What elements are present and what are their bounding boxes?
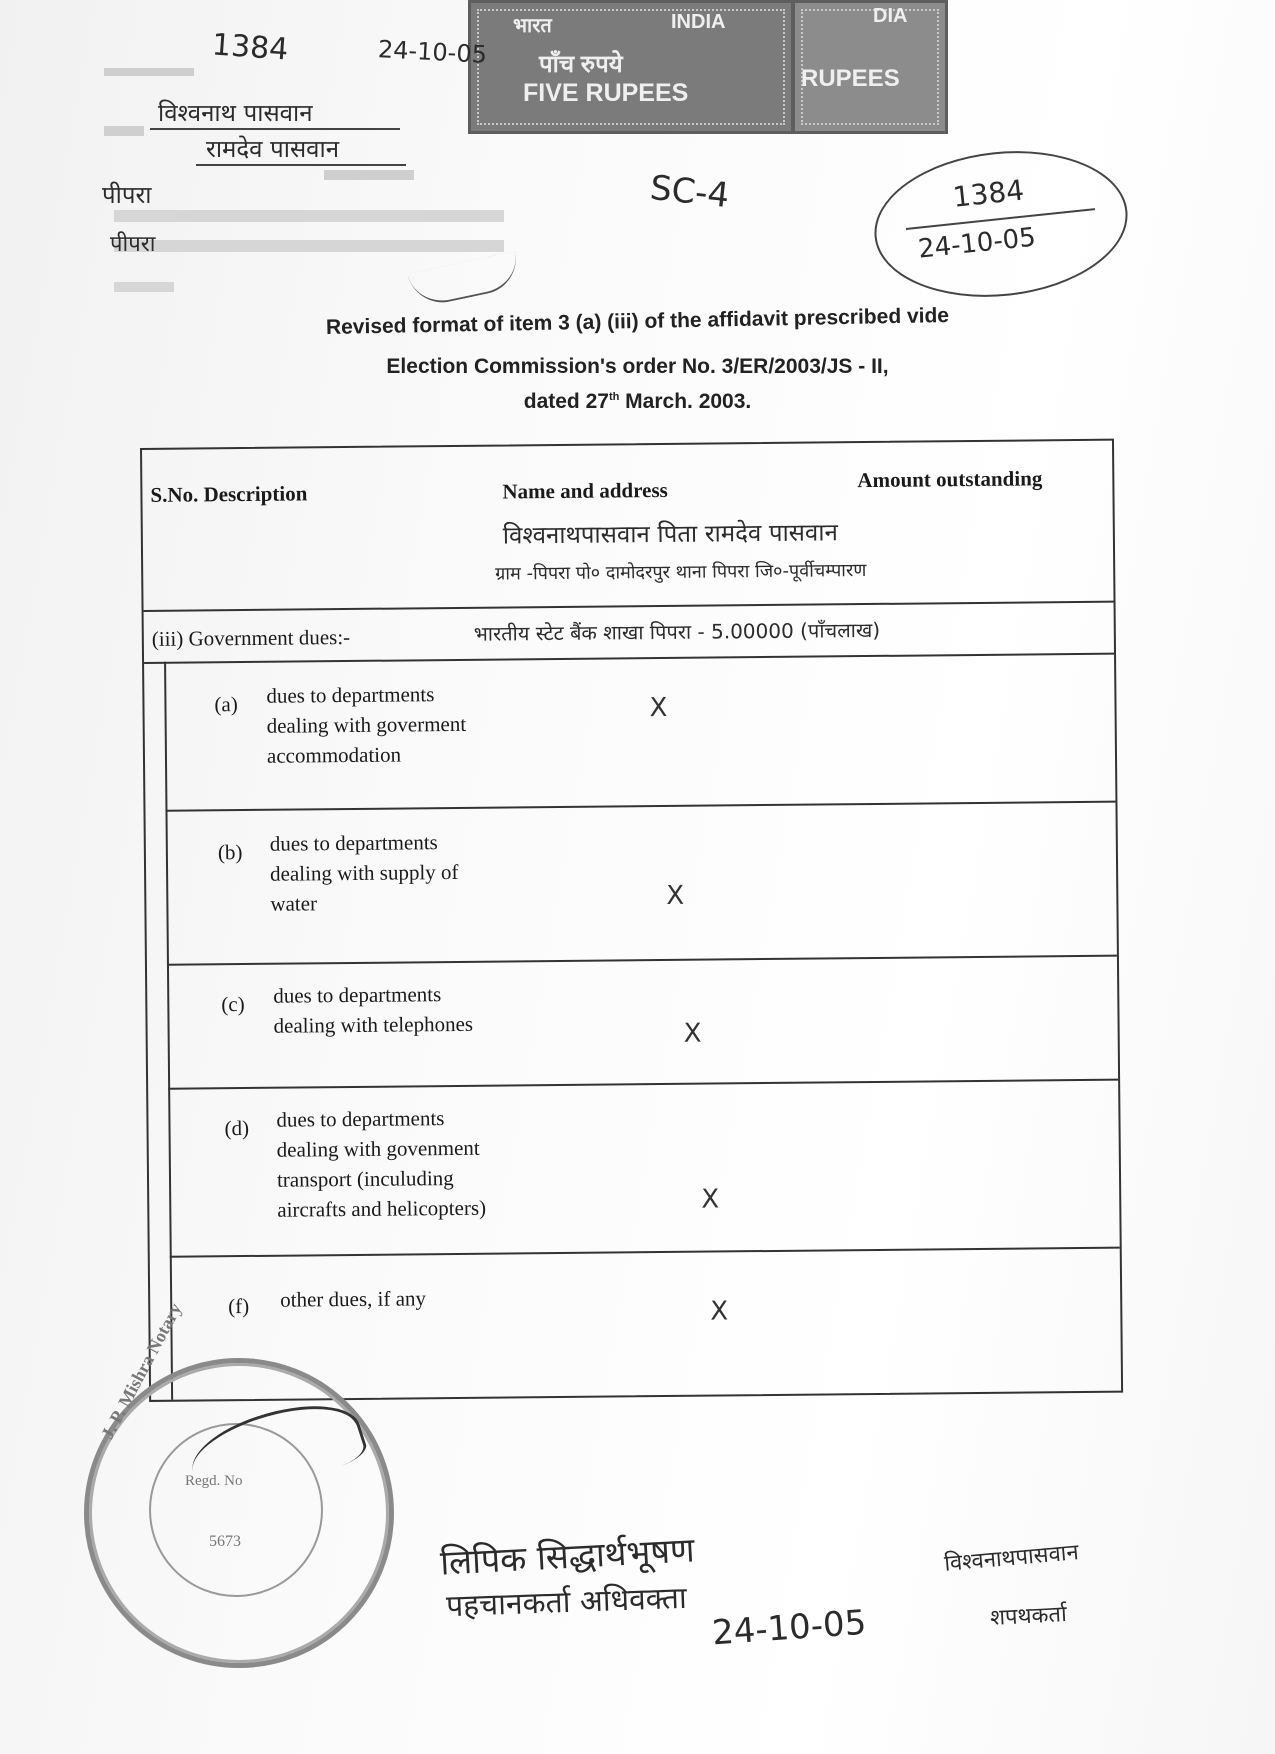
handwritten-name-line-1: विश्वनाथ पासवान	[158, 99, 313, 127]
header-amount: Amount outstanding	[857, 466, 1043, 493]
government-dues-entry: भारतीय स्टेट बैंक शाखा पिपरा - 5.00000 (पाँचलाख)	[473, 617, 881, 646]
government-dues-table	[140, 439, 1123, 1402]
affidavit-heading-line-2: Election Commission's order No. 3/ER/2003/JS - II,	[386, 355, 889, 378]
row-d-sno: (d)	[224, 1115, 250, 1141]
row-d-line-3: transport (inculuding	[276, 1166, 454, 1192]
row-b-line-1: dues to departments	[269, 830, 438, 856]
revenue-stamp-partial	[792, 0, 948, 134]
row-d-cross-mark: X	[701, 1184, 720, 1215]
deponent-role: शपथकर्ता	[989, 1602, 1068, 1631]
row-b-cross-mark: X	[666, 880, 685, 911]
heading-date-rest: March. 2003.	[619, 390, 752, 413]
stamp-india-label: INDIA	[671, 11, 726, 33]
stamp-english-value: FIVE RUPEES	[523, 79, 689, 107]
circled-number: 1384	[951, 173, 1026, 214]
row-c-cross-mark: X	[683, 1018, 702, 1049]
row-d-line-2: dealing with govenment	[276, 1135, 480, 1162]
faded-line	[114, 210, 504, 222]
row-d-line-1: dues to departments	[276, 1106, 445, 1132]
row-divider	[167, 955, 1117, 966]
row-c-sno: (c)	[221, 992, 245, 1017]
identifier-signature-line-1: लिपिक सिद्धार्थभूषण	[439, 1530, 696, 1584]
row-a-line-2: dealing with goverment	[266, 711, 467, 738]
heading-date-prefix: dated 27	[523, 390, 609, 413]
row-divider	[168, 1079, 1118, 1090]
row-a-line-3: accommodation	[266, 742, 402, 768]
handwritten-place-line-1: पीपरा	[102, 181, 152, 209]
underline	[150, 128, 400, 130]
row-a-cross-mark: X	[649, 692, 668, 724]
inner-left-border	[164, 662, 173, 1400]
row-a-line-1: dues to departments	[266, 682, 435, 708]
affidavit-heading-line-1: Revised format of item 3 (a) (iii) of the affidavit prescribed vide	[325, 304, 950, 339]
handwritten-name-line-2: रामदेव पासवान	[206, 135, 340, 163]
row-b-line-3: water	[270, 891, 318, 916]
stamp-bharat-label: भारत	[513, 15, 552, 37]
revenue-stamp-five-rupees	[468, 0, 794, 134]
entry-name-line-1: विश्वनाथपासवान पिता रामदेव पासवान	[502, 518, 838, 550]
handwritten-sc-code: SC-4	[648, 167, 732, 217]
row-c-line-2: dealing with telephones	[273, 1011, 474, 1038]
entry-name-line-2: ग्राम -पिपरा पो० दामोदरपुर थाना पिपरा जि०-पूर्वीचम्पारण	[495, 560, 867, 585]
faded-line	[104, 68, 194, 76]
header-name-address: Name and address	[502, 477, 668, 504]
row-divider	[144, 601, 1114, 612]
handwritten-place-line-2: पीपरा	[110, 232, 156, 257]
deponent-name: विश्वनाथपासवान	[943, 1540, 1080, 1577]
underline	[196, 164, 406, 166]
identifier-signature-line-2: पहचानकर्ता अधिवक्ता	[445, 1580, 688, 1625]
identifier-signature-date: 24-10-05	[710, 1602, 868, 1654]
circled-register-entry	[867, 139, 1135, 309]
circled-date: 24-10-05	[916, 222, 1038, 265]
faded-line	[114, 282, 174, 292]
register-number: 1384	[210, 27, 290, 68]
row-f-sno: (f)	[228, 1293, 250, 1319]
row-b-line-2: dealing with supply of	[269, 859, 459, 886]
row-f-line-1: other dues, if any	[280, 1286, 427, 1312]
row-a-sno: (a)	[214, 692, 238, 717]
row-f-cross-mark: X	[710, 1296, 729, 1327]
heading-date-suffix: th	[608, 391, 620, 403]
row-divider	[144, 653, 1114, 664]
government-dues-label: (iii) Government dues:-	[151, 624, 351, 651]
faded-line	[104, 126, 144, 136]
stamp-hindi-value: पाँच रुपये	[539, 51, 623, 78]
seal-name: J. P. Mishra Notary	[97, 1299, 186, 1443]
affidavit-heading-line-3	[0, 390, 1275, 414]
seal-regd: Regd. No	[185, 1473, 243, 1489]
row-divider	[170, 1247, 1120, 1258]
header-description: S.No. Description	[150, 481, 308, 507]
register-date: 24-10-05	[377, 35, 488, 69]
seal-number: 5673	[209, 1533, 241, 1550]
row-c-line-1: dues to departments	[273, 982, 442, 1008]
row-d-line-4: aircrafts and helicopters)	[277, 1195, 487, 1222]
notary-seal	[84, 1299, 394, 1668]
faded-line	[324, 170, 414, 180]
row-divider	[165, 801, 1115, 812]
faded-line	[114, 240, 504, 252]
stamp-partial-english-value: RUPEES	[801, 65, 900, 92]
row-b-sno: (b)	[217, 840, 243, 865]
stamp-partial-india-label: DIA	[873, 5, 908, 27]
